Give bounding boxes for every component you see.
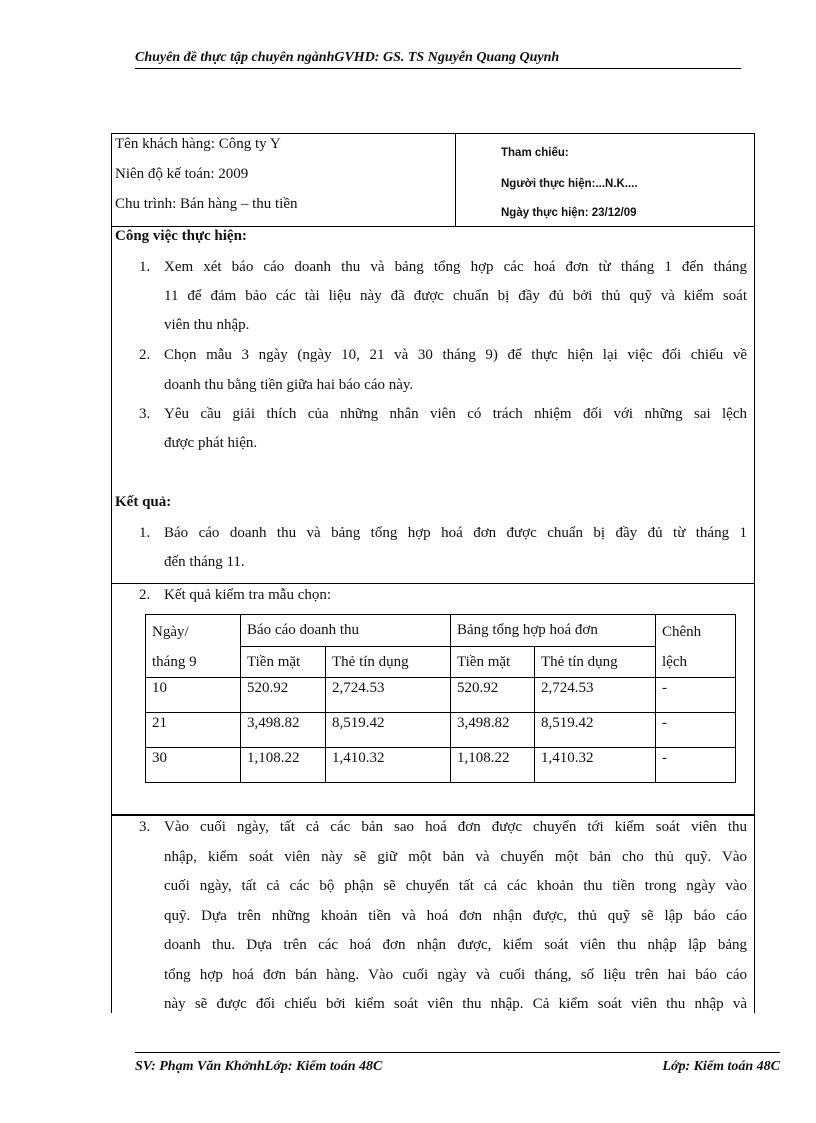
performed-date: Ngày thực hiện: 23/12/09 [501,207,637,219]
cell: 8,519.42 [535,713,656,748]
page-header: Chuyên đề thực tập chuyên ngànhGVHD: GS. TS Nguyễn Quang Quynh [135,50,741,69]
header-summary-card: Thẻ tín dụng [535,647,656,678]
result-item-1-line: đến tháng 11. [164,554,245,570]
results-heading: Kết quả: [115,494,172,510]
work-item-2-line: Chọn mẫu 3 ngày (ngày 10, 21 và 30 tháng 9) để thực hiện lại việc đối chiếu về [164,347,747,363]
work-item-2-num: 2. [139,347,151,363]
client-name: Tên khách hàng: Công ty Y [115,136,281,152]
header-summary-cash: Tiền mặt [451,647,535,678]
result-item-1-line: Báo cáo doanh thu và bảng tổng hợp hoá đơn được chuẩn bị đầy đủ từ tháng 1 [164,525,747,541]
cell: 2,724.53 [535,678,656,713]
cell: - [656,678,736,713]
header-report-cash: Tiền mặt [241,647,326,678]
cell: 3,498.82 [241,713,326,748]
result-item-3-line: Vào cuối ngày, tất cả các bản sao hoá đơn được chuyển tới kiểm soát viên thu [164,819,747,835]
info-column-divider [455,133,456,226]
result-item-2-label: Kết quả kiểm tra mẫu chọn: [164,587,332,603]
result-item-3-line: cuối ngày, tất cả các bộ phận sẽ chuyển tất cả các khoản thu tiền trong ngày vào [164,878,747,894]
cell: 1,108.22 [451,748,535,783]
cell: 30 [146,748,241,783]
result-item-3-line: này sẽ được đối chiếu bởi kiểm soát viên thu nhập. Cả kiểm soát viên thu nhập và [164,996,747,1012]
result-item-3-line: nhập, kiểm soát viên này sẽ giữ một bản và chuyển một bản cho thủ quỹ. Vào [164,849,747,865]
footer-left: SV: Phạm Văn KhởnhLớp: Kiểm toán 48C [135,1059,383,1074]
reference-label: Tham chiếu: [501,147,569,159]
header-day: Ngày/ tháng 9 [146,615,241,678]
cell: 520.92 [241,678,326,713]
cell: 1,410.32 [535,748,656,783]
work-item-3-line: Yêu cầu giải thích của những nhân viên có trách nhiệm đối với những sai lệch [164,406,747,422]
table-row [146,678,736,713]
header-summary: Bảng tổng hợp hoá đơn [451,615,656,647]
header-report-card: Thẻ tín dụng [326,647,451,678]
page-footer [135,1052,780,1075]
work-item-2-line: doanh thu bằng tiền giữa hai báo cáo này. [164,377,414,393]
footer-right: Lớp: Kiểm toán 48C [662,1059,780,1074]
result-item-3-num: 3. [139,819,151,835]
cell: - [656,713,736,748]
result-item-1-num: 1. [139,525,151,541]
result-item-3-line: quỹ. Dựa trên những khoản tiền và hoá đơn nhận được, thủ quỹ sẽ lập báo cáo [164,908,747,924]
info-divider [111,226,755,227]
explanation-text-area [112,816,754,1012]
cell: - [656,748,736,783]
table-row [146,713,736,748]
cell: 1,108.22 [241,748,326,783]
cell: 3,498.82 [451,713,535,748]
work-item-1-line: 11 để đảm bảo các tài liệu này đã được chuẩn bị đầy đủ bởi thủ quỹ và kiểm soát [164,288,747,304]
work-item-3-num: 3. [139,406,151,422]
header-report: Báo cáo doanh thu [241,615,451,647]
result-item-3-line: doanh thu. Dựa trên các hoá đơn nhận được, kiểm soát viên thu nhập lập bảng [164,937,747,953]
work-item-1-num: 1. [139,259,151,275]
cycle: Chu trình: Bán hàng – thu tiền [115,196,298,212]
header-diff: Chênh lệch [656,615,736,678]
cell: 2,724.53 [326,678,451,713]
performer: Người thực hiện:...N.K.... [501,178,638,190]
sample-table [145,614,736,783]
result-item-3-line: tổng hợp hoá đơn bán hàng. Vào cuối ngày và cuối tháng, số liệu trên hai báo cáo [164,967,747,983]
cell: 21 [146,713,241,748]
cell: 8,519.42 [326,713,451,748]
cell: 10 [146,678,241,713]
fiscal-year: Niên độ kế toán: 2009 [115,166,249,182]
work-item-3-line: được phát hiện. [164,435,258,451]
cell: 520.92 [451,678,535,713]
work-item-1-line: Xem xét báo cáo doanh thu và bảng tổng hợp các hoá đơn từ tháng 1 đến tháng [164,259,747,275]
work-item-1-line: viên thu nhập. [164,317,250,333]
table-row [146,748,736,783]
cell: 1,410.32 [326,748,451,783]
result-item-2-num: 2. [139,587,151,603]
work-heading: Công việc thực hiện: [115,228,247,244]
